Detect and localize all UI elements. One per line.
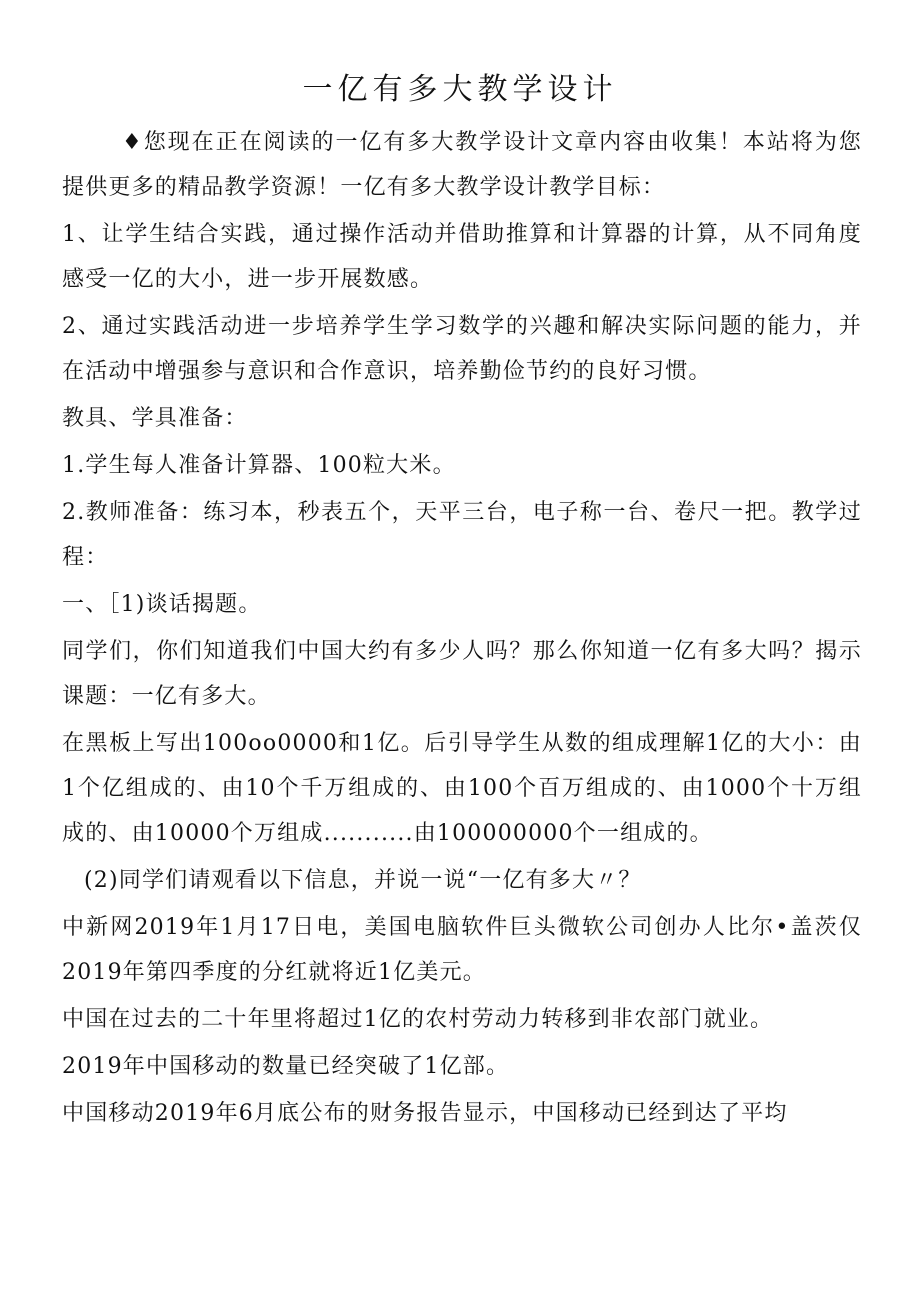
step-1-board-paragraph: 在黑板上写出100oo0000和1亿。后引导学生从数的组成理解1亿的大小：由1个亿组成的、由10个千万组成的、由100个百万组成的、由1000个十万组成的、由10000个万组成...........由100000000个一组成的。 [62,731,862,846]
info-2-paragraph: 中国在过去的二十年里将超过1亿的农村劳动力转移到非农部门就业。 [62,1007,774,1032]
info-3-paragraph: 2019年中国移动的数量已经突破了1亿部。 [62,1054,510,1079]
goal-1-paragraph: 1、让学生结合实践，通过操作活动并借助推算和计算器的计算，从不同角度感受一亿的大小，进一步开展数感。 [62,222,862,292]
prep-1-paragraph: 1.学生每人准备计算器、100粒大米。 [62,453,456,478]
info-1-paragraph: 中新网2019年1月17日电，美国电脑软件巨头微软公司创办人比尔•盖茨仅2019年第四季度的分红就将近1亿美元。 [62,915,862,985]
info-4-paragraph: 中国移动2019年6月底公布的财务报告显示，中国移动已经到达了平均 [62,1101,788,1126]
step-1-heading: 一、［1)谈话揭题。 [62,592,262,617]
document-title: 一亿有多大教学设计 [302,72,618,107]
intro-paragraph: ♦您现在正在阅读的一亿有多大教学设计文章内容由收集！本站将为您提供更多的精品教学资源！一亿有多大教学设计教学目标： [62,130,862,200]
document-body [62,120,862,1138]
prep-2-paragraph: 2.教师准备：练习本，秒表五个，天平三台，电子称一台、卷尺一把。教学过程： [62,500,862,570]
goal-2-paragraph: 2、通过实践活动进一步培养学生学习数学的兴趣和解决实际问题的能力，并在活动中增强参与意识和合作意识，培养勤俭节约的良好习惯。 [62,314,862,384]
step-1-body-paragraph: 同学们，你们知道我们中国大约有多少人吗？那么你知道一亿有多大吗？揭示课题：一亿有多大。 [62,639,862,709]
prep-heading-paragraph: 教具、学具准备： [62,406,248,431]
step-2-heading: (2)同学们请观看以下信息，并说一说“一亿有多大〃？ [84,868,642,893]
